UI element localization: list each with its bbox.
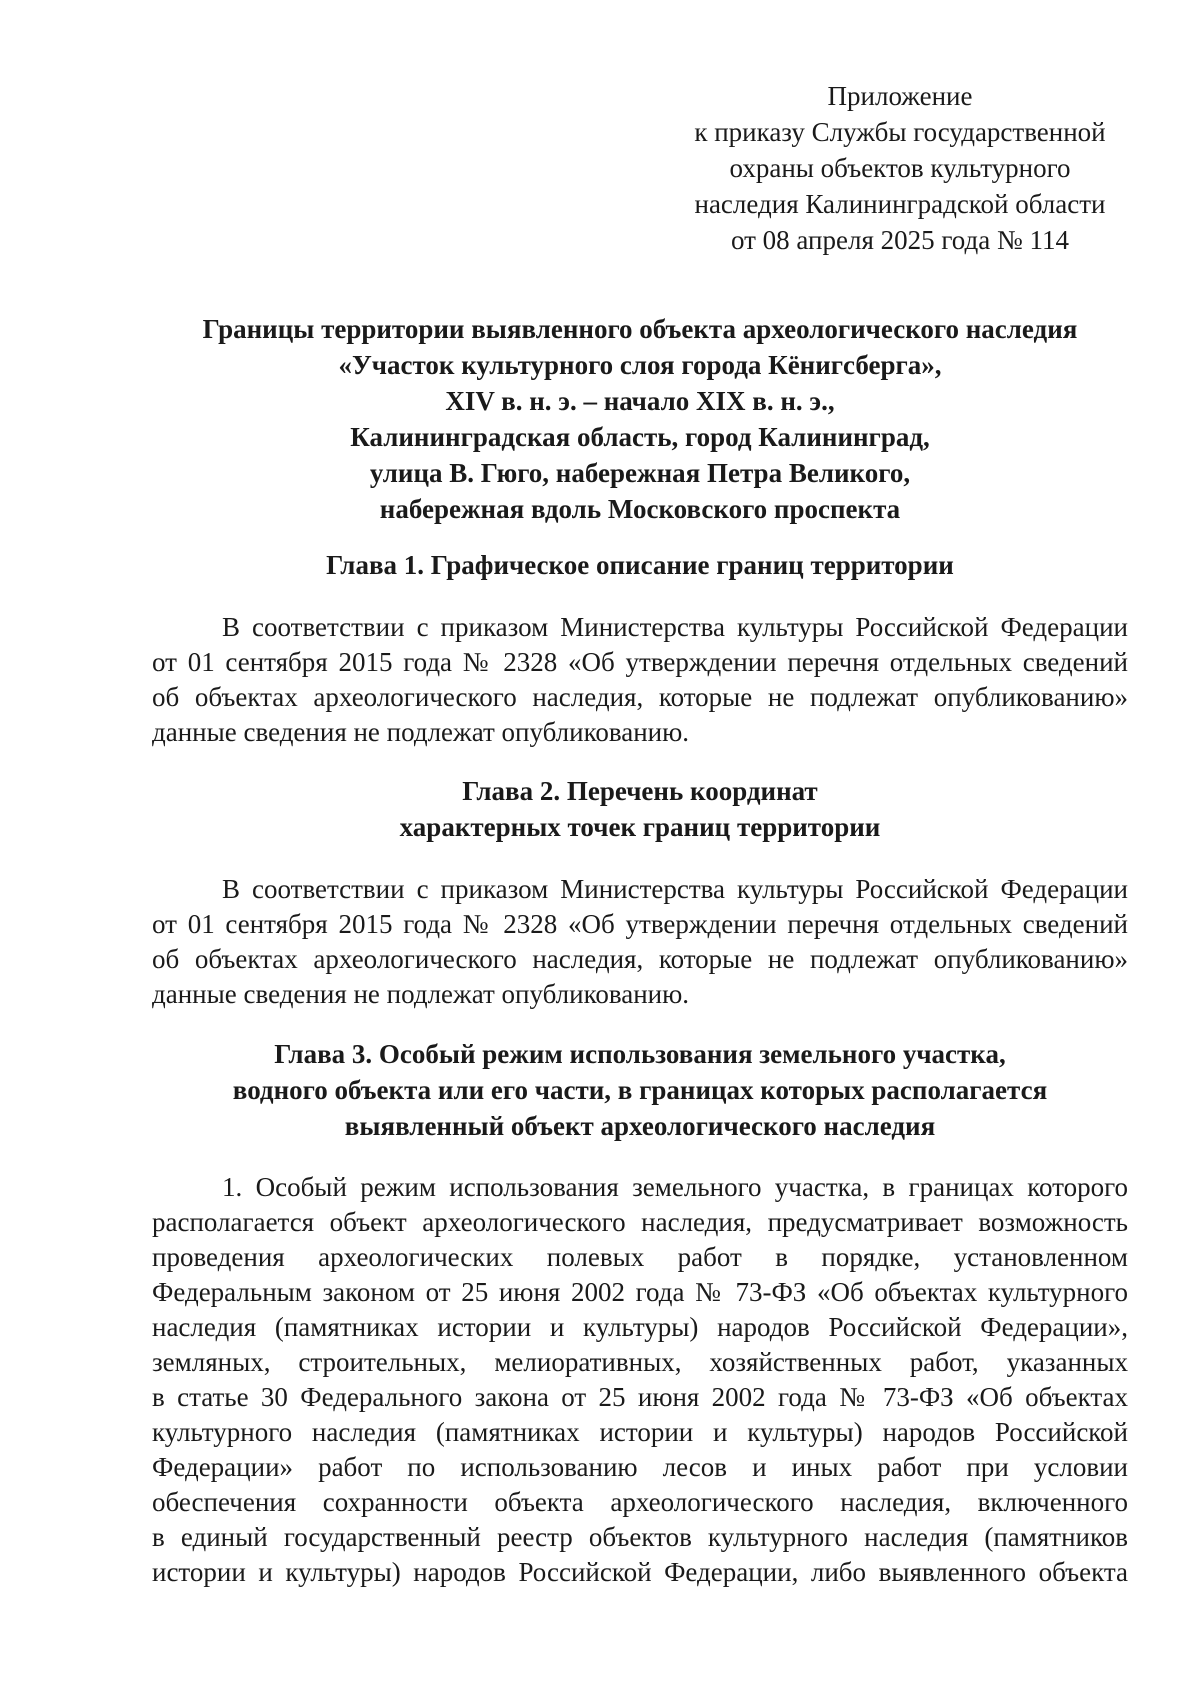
heading-line: характерных точек границ территории: [399, 812, 881, 842]
appendix-line: Приложение: [827, 81, 973, 111]
title-line: XIV в. н. э. – начало XIX в. н. э.,: [445, 386, 835, 416]
title-line: набережная вдоль Московского проспекта: [379, 494, 901, 524]
paragraph-line: располагается объект археологического наследия, предусматривает возможность: [152, 1207, 1128, 1237]
paragraph-line: обеспечения сохранности объекта археологического наследия, включенного: [152, 1487, 1128, 1517]
chapter-2-paragraph: [152, 872, 1128, 1012]
paragraph-line: наследия (памятниках истории и культуры) народов Российской Федерации»,: [152, 1312, 1128, 1342]
paragraph-line: об объектах археологического наследия, которые не подлежат опубликованию»: [152, 944, 1128, 974]
chapter-3-heading: [140, 1036, 1140, 1144]
paragraph-line: В соответствии с приказом Министерства культуры Российской Федерации: [222, 612, 1128, 642]
paragraph-line: культурного наследия (памятниках истории и культуры) народов Российской: [152, 1417, 1128, 1447]
paragraph-line: земляных, строительных, мелиоративных, хозяйственных работ, указанных: [152, 1347, 1128, 1377]
paragraph-line: истории и культуры) народов Российской Федерации, либо выявленного объекта: [152, 1557, 1128, 1587]
appendix-line: охраны объектов культурного: [729, 153, 1071, 183]
appendix-line: к приказу Службы государственной: [694, 117, 1106, 147]
document-title: [140, 311, 1140, 527]
chapter-2-heading: [140, 773, 1140, 845]
heading-line: Глава 2. Перечень координат: [462, 776, 818, 806]
title-line: Границы территории выявленного объекта археологического наследия: [202, 314, 1078, 344]
paragraph-line: об объектах археологического наследия, которые не подлежат опубликованию»: [152, 682, 1128, 712]
appendix-line: от 08 апреля 2025 года № 114: [730, 225, 1069, 255]
heading-line: водного объекта или его части, в границах которых располагается: [232, 1075, 1048, 1105]
paragraph-line: 1. Особый режим использования земельного участка, в границах которого: [222, 1172, 1128, 1202]
paragraph-line: данные сведения не подлежат опубликованию.: [152, 717, 690, 747]
paragraph-line: Федерации» работ по использованию лесов и иных работ при условии: [152, 1452, 1128, 1482]
paragraph-line: В соответствии с приказом Министерства культуры Российской Федерации: [222, 874, 1128, 904]
heading-line: выявленный объект археологического наследия: [344, 1111, 936, 1141]
appendix-note: [640, 78, 1160, 258]
paragraph-line: Федеральным законом от 25 июня 2002 года № 73-ФЗ «Об объектах культурного: [152, 1277, 1128, 1307]
paragraph-line: данные сведения не подлежат опубликованию.: [152, 979, 690, 1009]
paragraph-line: в единый государственный реестр объектов культурного наследия (памятников: [152, 1522, 1128, 1552]
chapter-1-paragraph: [152, 610, 1128, 750]
chapter-1-heading: [140, 547, 1140, 583]
title-line: улица В. Гюго, набережная Петра Великого,: [369, 458, 911, 488]
title-line: Калининградская область, город Калининград,: [350, 422, 930, 452]
appendix-line: наследия Калининградской области: [694, 189, 1106, 219]
paragraph-line: в статье 30 Федерального закона от 25 июня 2002 года № 73-ФЗ «Об объектах: [152, 1382, 1128, 1412]
heading-line: Глава 3. Особый режим использования земельного участка,: [274, 1039, 1006, 1069]
paragraph-line: проведения археологических полевых работ в порядке, установленном: [152, 1242, 1128, 1272]
title-line: «Участок культурного слоя города Кёнигсберга»,: [338, 350, 942, 380]
heading-line: Глава 1. Графическое описание границ территории: [326, 550, 954, 580]
paragraph-line: от 01 сентября 2015 года № 2328 «Об утверждении перечня отдельных сведений: [152, 647, 1128, 677]
chapter-3-paragraph: [152, 1170, 1128, 1590]
paragraph-line: от 01 сентября 2015 года № 2328 «Об утверждении перечня отдельных сведений: [152, 909, 1128, 939]
